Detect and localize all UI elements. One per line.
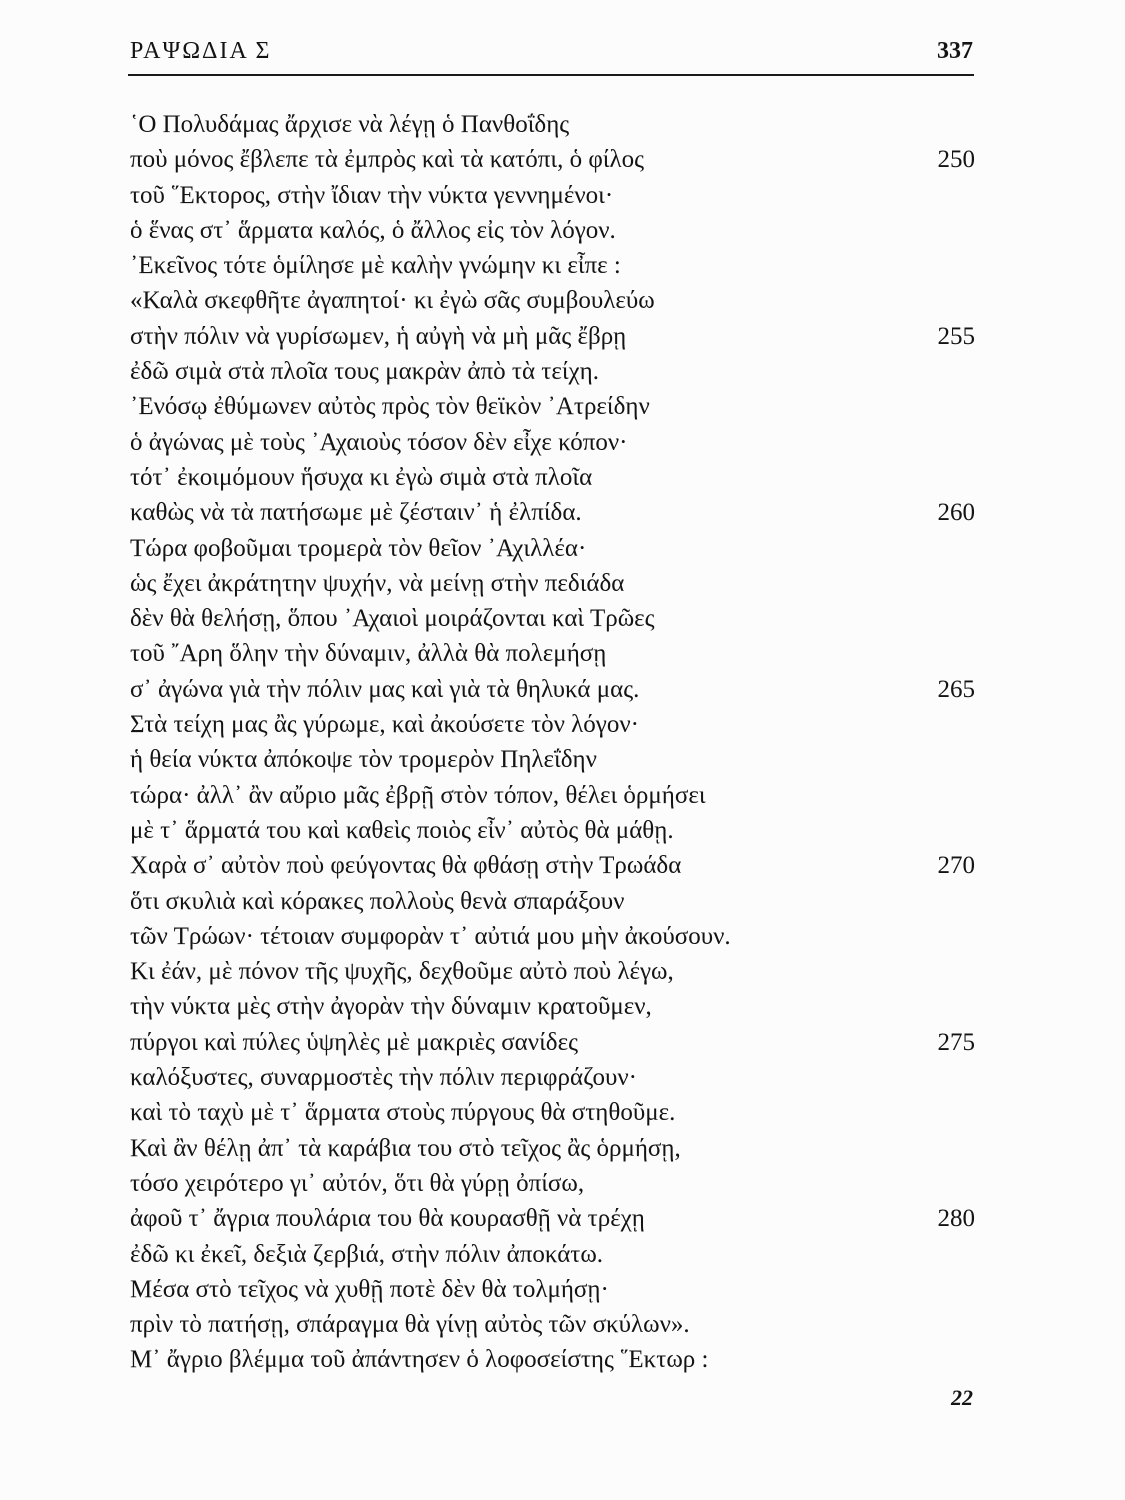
- verse-text: Καὶ ἂν θέλῃ ἀπ᾿ τὰ καράβια του στὸ τεῖχος ἂς ὁρμήσῃ,: [130, 1134, 681, 1162]
- verse-text: ἐδῶ σιμὰ στὰ πλοῖα τους μακρὰν ἀπὸ τὰ τείχη.: [130, 358, 599, 386]
- verse-block: [130, 107, 975, 1378]
- verse-text: καὶ τὸ ταχὺ μὲ τ᾿ ἅρματα στοὺς πύργους θὰ στηθοῦμε.: [130, 1099, 676, 1127]
- verse-line: [130, 566, 975, 601]
- verse-text: ἡ θεία νύκτα ἀπόκοψε τὸν τρομερὸν Πηλεΐδην: [130, 746, 597, 774]
- verse-line: [130, 1237, 975, 1272]
- verse-line: [130, 1307, 975, 1342]
- verse-line: [130, 1272, 975, 1307]
- verse-line: [130, 636, 975, 671]
- line-number: 265: [937, 675, 975, 703]
- verse-line: [130, 672, 975, 707]
- verse-text: στὴν πόλιν νὰ γυρίσωμεν, ἡ αὐγὴ νὰ μὴ μᾶς ἔβρῃ: [130, 322, 627, 350]
- page-number: 337: [937, 38, 973, 64]
- verse-text: Στὰ τείχη μας ἂς γύρωμε, καὶ ἀκούσετε τὸν λόγον·: [130, 711, 639, 739]
- verse-text: τόσο χειρότερο γι᾿ αὐτόν, ὅτι θὰ γύρῃ ὀπίσω,: [130, 1169, 585, 1197]
- verse-line: [130, 1201, 975, 1236]
- verse-text: σ᾿ ἀγώνα γιὰ τὴν πόλιν μας καὶ γιὰ τὰ θηλυκά μας.: [130, 675, 640, 703]
- verse-text: Τώρα φοβοῦμαι τρομερὰ τὸν θεῖον ᾿Αχιλλέα·: [130, 534, 587, 562]
- verse-line: [130, 954, 975, 989]
- verse-line: [130, 248, 975, 283]
- verse-text: ᾿Εκεῖνος τότε ὁμίλησε μὲ καλὴν γνώμην κι εἶπε :: [130, 252, 621, 280]
- verse-line: [130, 884, 975, 919]
- line-number: 280: [937, 1205, 975, 1233]
- verse-line: [130, 601, 975, 636]
- line-number: 260: [937, 499, 975, 527]
- verse-line: [130, 919, 975, 954]
- verse-text: Μέσα στὸ τεῖχος νὰ χυθῇ ποτὲ δὲν θὰ τολμήσῃ·: [130, 1275, 609, 1303]
- verse-line: [130, 425, 975, 460]
- verse-text: τοῦ ῞Εκτορος, στὴν ἴδιαν τὴν νύκτα γεννημένοι·: [130, 181, 614, 209]
- verse-text: τότ᾿ ἐκοιμόμουν ἥσυχα κι ἐγὼ σιμὰ στὰ πλοῖα: [130, 463, 593, 491]
- verse-line: [130, 531, 975, 566]
- verse-line: [130, 389, 975, 424]
- verse-line: [130, 1131, 975, 1166]
- verse-line: [130, 283, 975, 318]
- verse-line: [130, 1025, 975, 1060]
- verse-text: ἀφοῦ τ᾿ ἄγρια πουλάρια του θὰ κουρασθῇ νὰ τρέχῃ: [130, 1205, 645, 1233]
- verse-line: [130, 178, 975, 213]
- verse-text: Μ᾿ ἄγριο βλέμμα τοῦ ἀπάντησεν ὁ λοφοσείστης ῞Εκτωρ :: [130, 1346, 709, 1374]
- verse-text: Κι ἐάν, μὲ πόνον τῆς ψυχῆς, δεχθοῦμε αὐτὸ ποὺ λέγω,: [130, 958, 674, 986]
- verse-text: τὴν νύκτα μὲς στὴν ἀγορὰν τὴν δύναμιν κρατοῦμεν,: [130, 993, 652, 1021]
- verse-line: [130, 742, 975, 777]
- header-rule: [128, 74, 974, 76]
- verse-line: [130, 813, 975, 848]
- verse-text: ἐδῶ κι ἐκεῖ, δεξιὰ ζερβιά, στὴν πόλιν ἀποκάτω.: [130, 1240, 604, 1268]
- verse-text: καθὼς νὰ τὰ πατήσωμε μὲ ζέσταιν᾿ ἡ ἐλπίδα.: [130, 499, 582, 527]
- verse-line: [130, 1342, 975, 1377]
- verse-text: μὲ τ᾿ ἅρματά του καὶ καθεὶς ποιὸς εἶν᾿ αὐτὸς θὰ μάθῃ.: [130, 816, 674, 844]
- verse-line: [130, 495, 975, 530]
- verse-line: [130, 460, 975, 495]
- verse-line: [130, 142, 975, 177]
- verse-line: [130, 1095, 975, 1130]
- line-number: 275: [937, 1028, 975, 1056]
- verse-line: [130, 707, 975, 742]
- verse-text: «Καλὰ σκεφθῆτε ἀγαπητοί· κι ἐγὼ σᾶς συμβουλεύω: [130, 287, 655, 315]
- verse-text: καλόξυστες, συναρμοστὲς τὴν πόλιν περιφράζουν·: [130, 1064, 637, 1092]
- verse-line: [130, 778, 975, 813]
- verse-text: ῾Ο Πολυδάμας ἄρχισε νὰ λέγῃ ὁ Πανθοΐδης: [130, 111, 570, 138]
- verse-text: ὁ ἕνας στ᾿ ἅρματα καλός, ὁ ἄλλος εἰς τὸν λόγον.: [130, 216, 616, 244]
- line-number: 250: [937, 146, 975, 174]
- verse-text: τώρα· ἀλλ᾿ ἂν αὔριο μᾶς ἐβρῇ στὸν τόπον, θέλει ὁρμήσει: [130, 781, 706, 809]
- verse-text: δὲν θὰ θελήσῃ, ὅπου ᾿Αχαιοὶ μοιράζονται καὶ Τρῶες: [130, 605, 655, 633]
- verse-line: [130, 848, 975, 883]
- line-number: 270: [937, 852, 975, 880]
- verse-text: πύργοι καὶ πύλες ὑψηλὲς μὲ μακριὲς σανίδες: [130, 1028, 578, 1056]
- verse-text: ὅτι σκυλιὰ καὶ κόρακες πολλοὺς θενὰ σπαράξουν: [130, 887, 625, 915]
- verse-line: [130, 1060, 975, 1095]
- verse-line: [130, 107, 975, 142]
- verse-text: ποὺ μόνος ἔβλεπε τὰ ἐμπρὸς καὶ τὰ κατόπι, ὁ φίλος: [130, 146, 645, 174]
- printer-signature: 22: [951, 1385, 973, 1410]
- verse-text: ᾿Ενόσῳ ἐθύμωνεν αὐτὸς πρὸς τὸν θεϊκὸν ᾿Ατρείδην: [130, 393, 650, 421]
- verse-line: [130, 354, 975, 389]
- verse-text: ὁ ἀγώνας μὲ τοὺς ᾿Αχαιοὺς τόσον δὲν εἶχε κόπον·: [130, 428, 628, 456]
- running-title: ΡΑΨΩΔΙΑ Σ: [130, 38, 272, 64]
- verse-text: τῶν Τρώων· τέτοιαν συμφορὰν τ᾿ αὐτιά μου μὴν ἀκούσουν.: [130, 922, 731, 950]
- verse-text: πρὶν τὸ πατήσῃ, σπάραγμα θὰ γίνῃ αὐτὸς τῶν σκύλων».: [130, 1311, 690, 1339]
- verse-line: [130, 1166, 975, 1201]
- verse-text: ὡς ἔχει ἀκράτητην ψυχήν, νὰ μείνῃ στὴν πεδιάδα: [130, 569, 625, 597]
- verse-line: [130, 319, 975, 354]
- verse-line: [130, 989, 975, 1024]
- verse-text: Χαρὰ σ᾿ αὐτὸν ποὺ φεύγοντας θὰ φθάσῃ στὴν Τρωάδα: [130, 852, 682, 880]
- verse-line: [130, 213, 975, 248]
- verse-text: τοῦ ῎Αρη ὅλην τὴν δύναμιν, ἀλλὰ θὰ πολεμήσῃ: [130, 640, 607, 668]
- line-number: 255: [937, 322, 975, 350]
